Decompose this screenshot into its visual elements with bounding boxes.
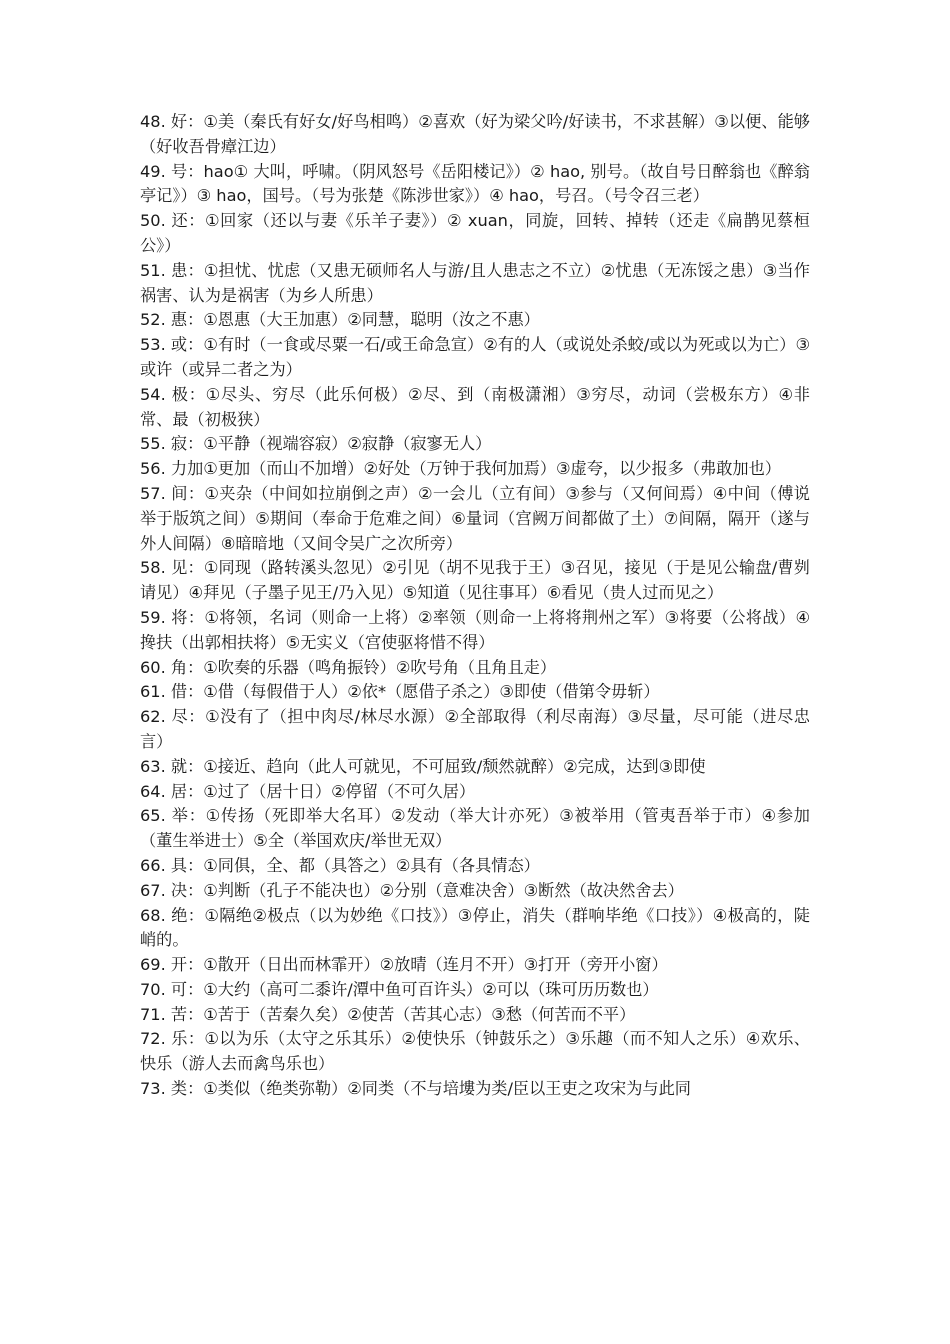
entry-52: 52. 惠：①恩惠（大王加惠）②同慧，聪明（汝之不惠）: [140, 310, 540, 330]
entry-65: 65. 举：①传扬（死即举大名耳）②发动（举大计亦死）③被举用（管夷吾举于市）④参加（董生举进士）⑤全（举国欢庆/举世无双）: [140, 806, 810, 851]
entry-57: 57. 间：①夹杂（中间如拉崩倒之声）②一会儿（立有间）③参与（又何间焉）④中间（傅说举于版筑之间）⑤期间（奉命于危难之间）⑥量词（宫阙万间都做了土）⑦间隔，隔开（遂与外人间隔）⑧暗暗地（又间令吴广之次所旁）: [140, 483, 810, 553]
entry-54: 54. 极：①尽头、穷尽（此乐何极）②尽、到（南极潇湘）③穷尽，动词（尝极东方）④非常、最（初极狭）: [140, 384, 810, 429]
entry-63: 63. 就：①接近、趋向（此人可就见，不可屈致/颓然就醉）②完成，达到③即使: [140, 756, 706, 776]
entry-72: 72. 乐：①以为乐（太守之乐其乐）②使快乐（钟鼓乐之）③乐趣（而不知人之乐）④欢乐、快乐（游人去而禽鸟乐也）: [140, 1029, 810, 1074]
entry-53: 53. 或：①有时（一食或尽粟一石/或王命急宣）②有的人（或说处杀蛟/或以为死或以为亡）③或许（或异二者之为）: [140, 335, 810, 379]
entry-56: 56. 力加①更加（而山不加增）②好处（万钟于我何加焉）③虚夸，以少报多（弗敢加也）: [140, 459, 781, 479]
entry-62: 62. 尽：①没有了（担中肉尽/林尽水源）②全部取得（利尽南海）③尽量，尽可能（进尽忠言）: [140, 707, 810, 751]
entry-61: 61. 借：①借（每假借于人）②依*（愿借子杀之）③即使（借第令毋斩）: [140, 682, 660, 702]
entry-55: 55. 寂：①平静（视端容寂）②寂静（寂寥无人）: [140, 434, 492, 454]
entry-49: 49. 号：hao① 大叫，呼啸。（阴风怒号《岳阳楼记》）② hao, 别号。（故自号日醉翁也《醉翁亭记》）③ hao，国号。（号为张楚《陈涉世家》）④ hao，号召。（号令召三老）: [140, 161, 810, 206]
entry-48: 48. 好：①美（秦氏有好女/好鸟相鸣）②喜欢（好为梁父吟/好读书，不求甚解）③以便、能够（好收吾骨瘴江边）: [140, 112, 810, 156]
entry-50: 50. 还：①回家（还以与妻《乐羊子妻》）② xuan，同旋，回转、掉转（还走《扁鹊见蔡桓公》）: [140, 211, 810, 255]
entry-70: 70. 可：①大约（高可二黍许/潭中鱼可百许头）②可以（珠可历历数也）: [140, 979, 659, 999]
entry-60: 60. 角：①吹奏的乐器（鸣角振铃）②吹号角（且角且走）: [140, 657, 557, 677]
entry-69: 69. 开：①散开（日出而林霏开）②放晴（连月不开）③打开（旁开小窗）: [140, 955, 668, 975]
entry-59: 59. 将：①将领，名词（则命一上将）②率领（则命一上将将荆州之军）③将要（公将战）④搀扶（出郭相扶将）⑤无实义（宫使驱将惜不得）: [140, 607, 810, 652]
entry-73: 73. 类：①类似（绝类弥勒）②同类（不与培塿为类/臣以王吏之攻宋为与此同: [140, 1079, 691, 1099]
entry-66: 66. 具：①同俱，全、都（具答之）②具有（各具情态）: [140, 855, 540, 875]
entry-71: 71. 苦：①苦于（苦秦久矣）②使苦（苦其心志）③愁（何苦而不平）: [140, 1004, 636, 1024]
entry-51: 51. 患：①担忧、忧虑（又患无硕师名人与游/且人患志之不立）②忧患（无冻馁之患）③当作祸害、认为是祸害（为乡人所患）: [140, 260, 810, 305]
entry-64: 64. 居：①过了（居十日）②停留（不可久居）: [140, 781, 476, 801]
entry-67: 67. 决：①判断（孔子不能决也）②分别（意难决舍）③断然（故决然舍去）: [140, 880, 684, 900]
entry-58: 58. 见：①同现（路转溪头忽见）②引见（胡不见我于王）③召见，接见（于是见公输盘/曹刿请见）④拜见（子墨子见王/乃入见）⑤知道（见往事耳）⑥看见（贵人过而见之）: [140, 558, 810, 603]
document-body: [140, 110, 810, 1102]
entry-68: 68. 绝：①隔绝②极点（以为妙绝《口技》）③停止，消失（群响毕绝《口技》）④极高的，陡峭的。: [140, 905, 810, 950]
